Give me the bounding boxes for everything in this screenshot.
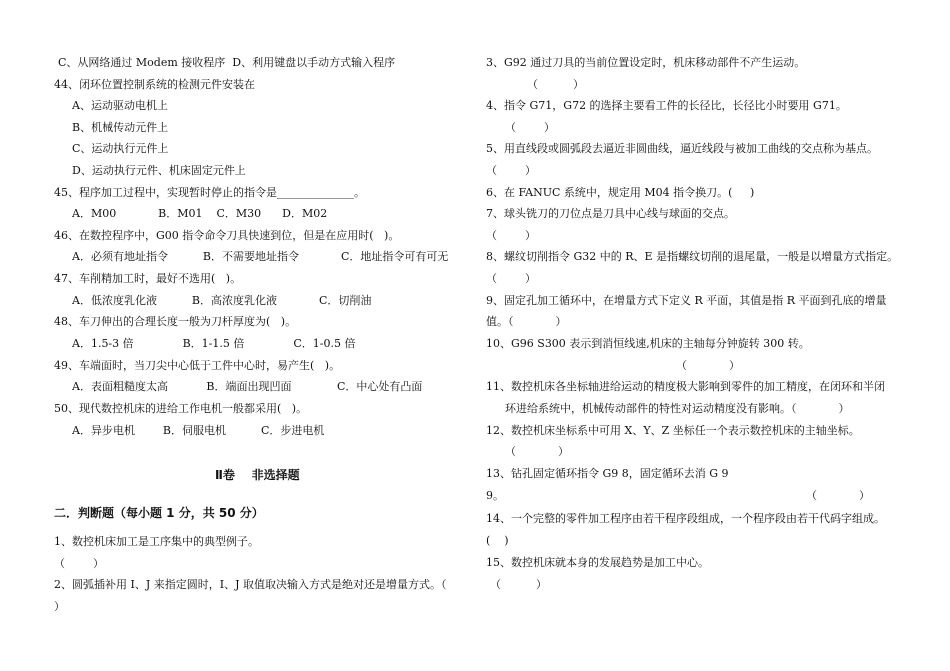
q48-stem: 48、车刀伸出的合理长度一般为刀杆厚度为( )。: [54, 315, 297, 328]
q49-options: A．表面粗糙度太高 B．端面出现凹面 C．中心处有凸面: [72, 380, 423, 393]
q49-stem: 49、车端面时，当刀尖中心低于工件中心时，易产生( )。: [54, 359, 341, 372]
q45-options: A．M00 B．M01 C．M30 D．M02: [72, 207, 328, 220]
judge-6-text: 6、在 FANUC 系统中，规定用 M04 指令换刀。( ): [486, 186, 755, 199]
q44-option-c: C、运动执行元件上: [72, 142, 169, 155]
judge-7-blank: （ ）: [486, 229, 536, 242]
judge-4-text: 4、指令 G71，G72 的选择主要看工件的长径比，长径比小时要用 G71。: [486, 99, 847, 112]
judge-10-blank: （ ）: [676, 359, 740, 372]
q50-stem: 50、现代数控机床的进给工作电机一般都采用( )。: [54, 402, 308, 415]
judge-14-blank: ( ): [486, 534, 509, 547]
judge-3-text: 3、G92 通过刀具的当前位置设定时，机床移动部件不产生运动。: [486, 56, 806, 69]
judge-12-blank: （ ）: [505, 445, 569, 458]
judge-12-text: 12、数控机床坐标系中可用 X、Y、Z 坐标任一个表示数控机床的主轴坐标。: [486, 424, 860, 437]
q47-stem: 47、车削精加工时，最好不选用( )。: [54, 272, 242, 285]
judge-13-text: 13、钻孔固定循环指令 G9 8，固定循环去消 G 9: [486, 467, 729, 480]
q45-stem: 45、程序加工过程中，实现暂时停止的指令是______________。: [54, 186, 365, 199]
judge-15-text: 15、数控机床就本身的发展趋势是加工中心。: [486, 556, 709, 569]
judge-13-cont: 9。: [486, 489, 504, 502]
q46-options: A．必须有地址指令 B．不需要地址指令 C．地址指令可有可无: [72, 250, 449, 263]
judge-14-text: 14、一个完整的零件加工程序由若干程序段组成，一个程序段由若干代码字组成。: [486, 512, 885, 525]
q44-option-d: D、运动执行元件、机床固定元件上: [72, 164, 246, 177]
q44-option-a: A、运动驱动电机上: [72, 99, 168, 112]
q50-options: A．异步电机 B．伺服电机 C．步进电机: [72, 424, 325, 437]
q47-options: A．低浓度乳化液 B．高浓度乳化液 C．切削油: [72, 294, 372, 307]
judge-1-blank: （ ）: [54, 557, 104, 570]
judge-8-blank: （ ）: [486, 272, 536, 285]
judge-5-blank: （ ）: [486, 164, 536, 177]
judge-9-cont: 值。（ ）: [486, 315, 567, 328]
judge-15-blank: （ ）: [490, 578, 547, 591]
section-title: 二．判断题（每小题 1 分，共 50 分）: [54, 506, 264, 520]
judge-1-text: 1、数控机床加工是工序集中的典型例子。: [54, 535, 259, 548]
q44-stem: 44、闭环位置控制系统的检测元件安装在: [54, 78, 255, 91]
judge-2-blank: ）: [54, 600, 65, 613]
judge-2-text: 2、圆弧插补用 I、J 来指定圆时，I、J 取值取决输入方式是绝对还是增量方式。（: [54, 578, 447, 591]
judge-7-text: 7、球头铣刀的刀位点是刀具中心线与球面的交点。: [486, 207, 735, 220]
q44-option-b: B、机械传动元件上: [72, 121, 169, 134]
judge-10-text: 10、G96 S300 表示到消恒线速,机床的主轴每分钟旋转 300 转。: [486, 337, 810, 350]
judge-11-cont: 环进给系统中，机械传动部件的特性对运动精度没有影响。（ ）: [505, 402, 850, 415]
q46-stem: 46、在数控程序中，G00 指令命令刀具快速到位，但是在应用时( )。: [54, 229, 400, 242]
judge-13-blank: （ ）: [806, 489, 870, 502]
judge-11-text: 11、数控机床各坐标轴进给运动的精度极大影响到零件的加工精度，在闭环和半闭: [486, 380, 885, 393]
q43-options-cd: C、从网络通过 Modem 接收程序 D、利用键盘以手动方式输入程序: [58, 56, 396, 69]
judge-8-text: 8、螺纹切削指令 G32 中的 R、E 是指螺纹切削的退尾量，一般是以增量方式指定。: [486, 250, 899, 263]
judge-5-text: 5、用直线段或圆弧段去逼近非圆曲线，逼近线段与被加工曲线的交点称为基点。: [486, 142, 878, 155]
volume-title: Ⅱ卷 非选择题: [215, 468, 300, 482]
judge-3-blank: （ ）: [527, 78, 584, 91]
judge-9-text: 9、固定孔加工循环中，在增量方式下定义 R 平面，其值是指 R 平面到孔底的增量: [486, 294, 887, 307]
judge-4-blank: （ ）: [505, 121, 555, 134]
q48-options: A．1.5-3 倍 B．1-1.5 倍 C．1-0.5 倍: [72, 337, 356, 350]
